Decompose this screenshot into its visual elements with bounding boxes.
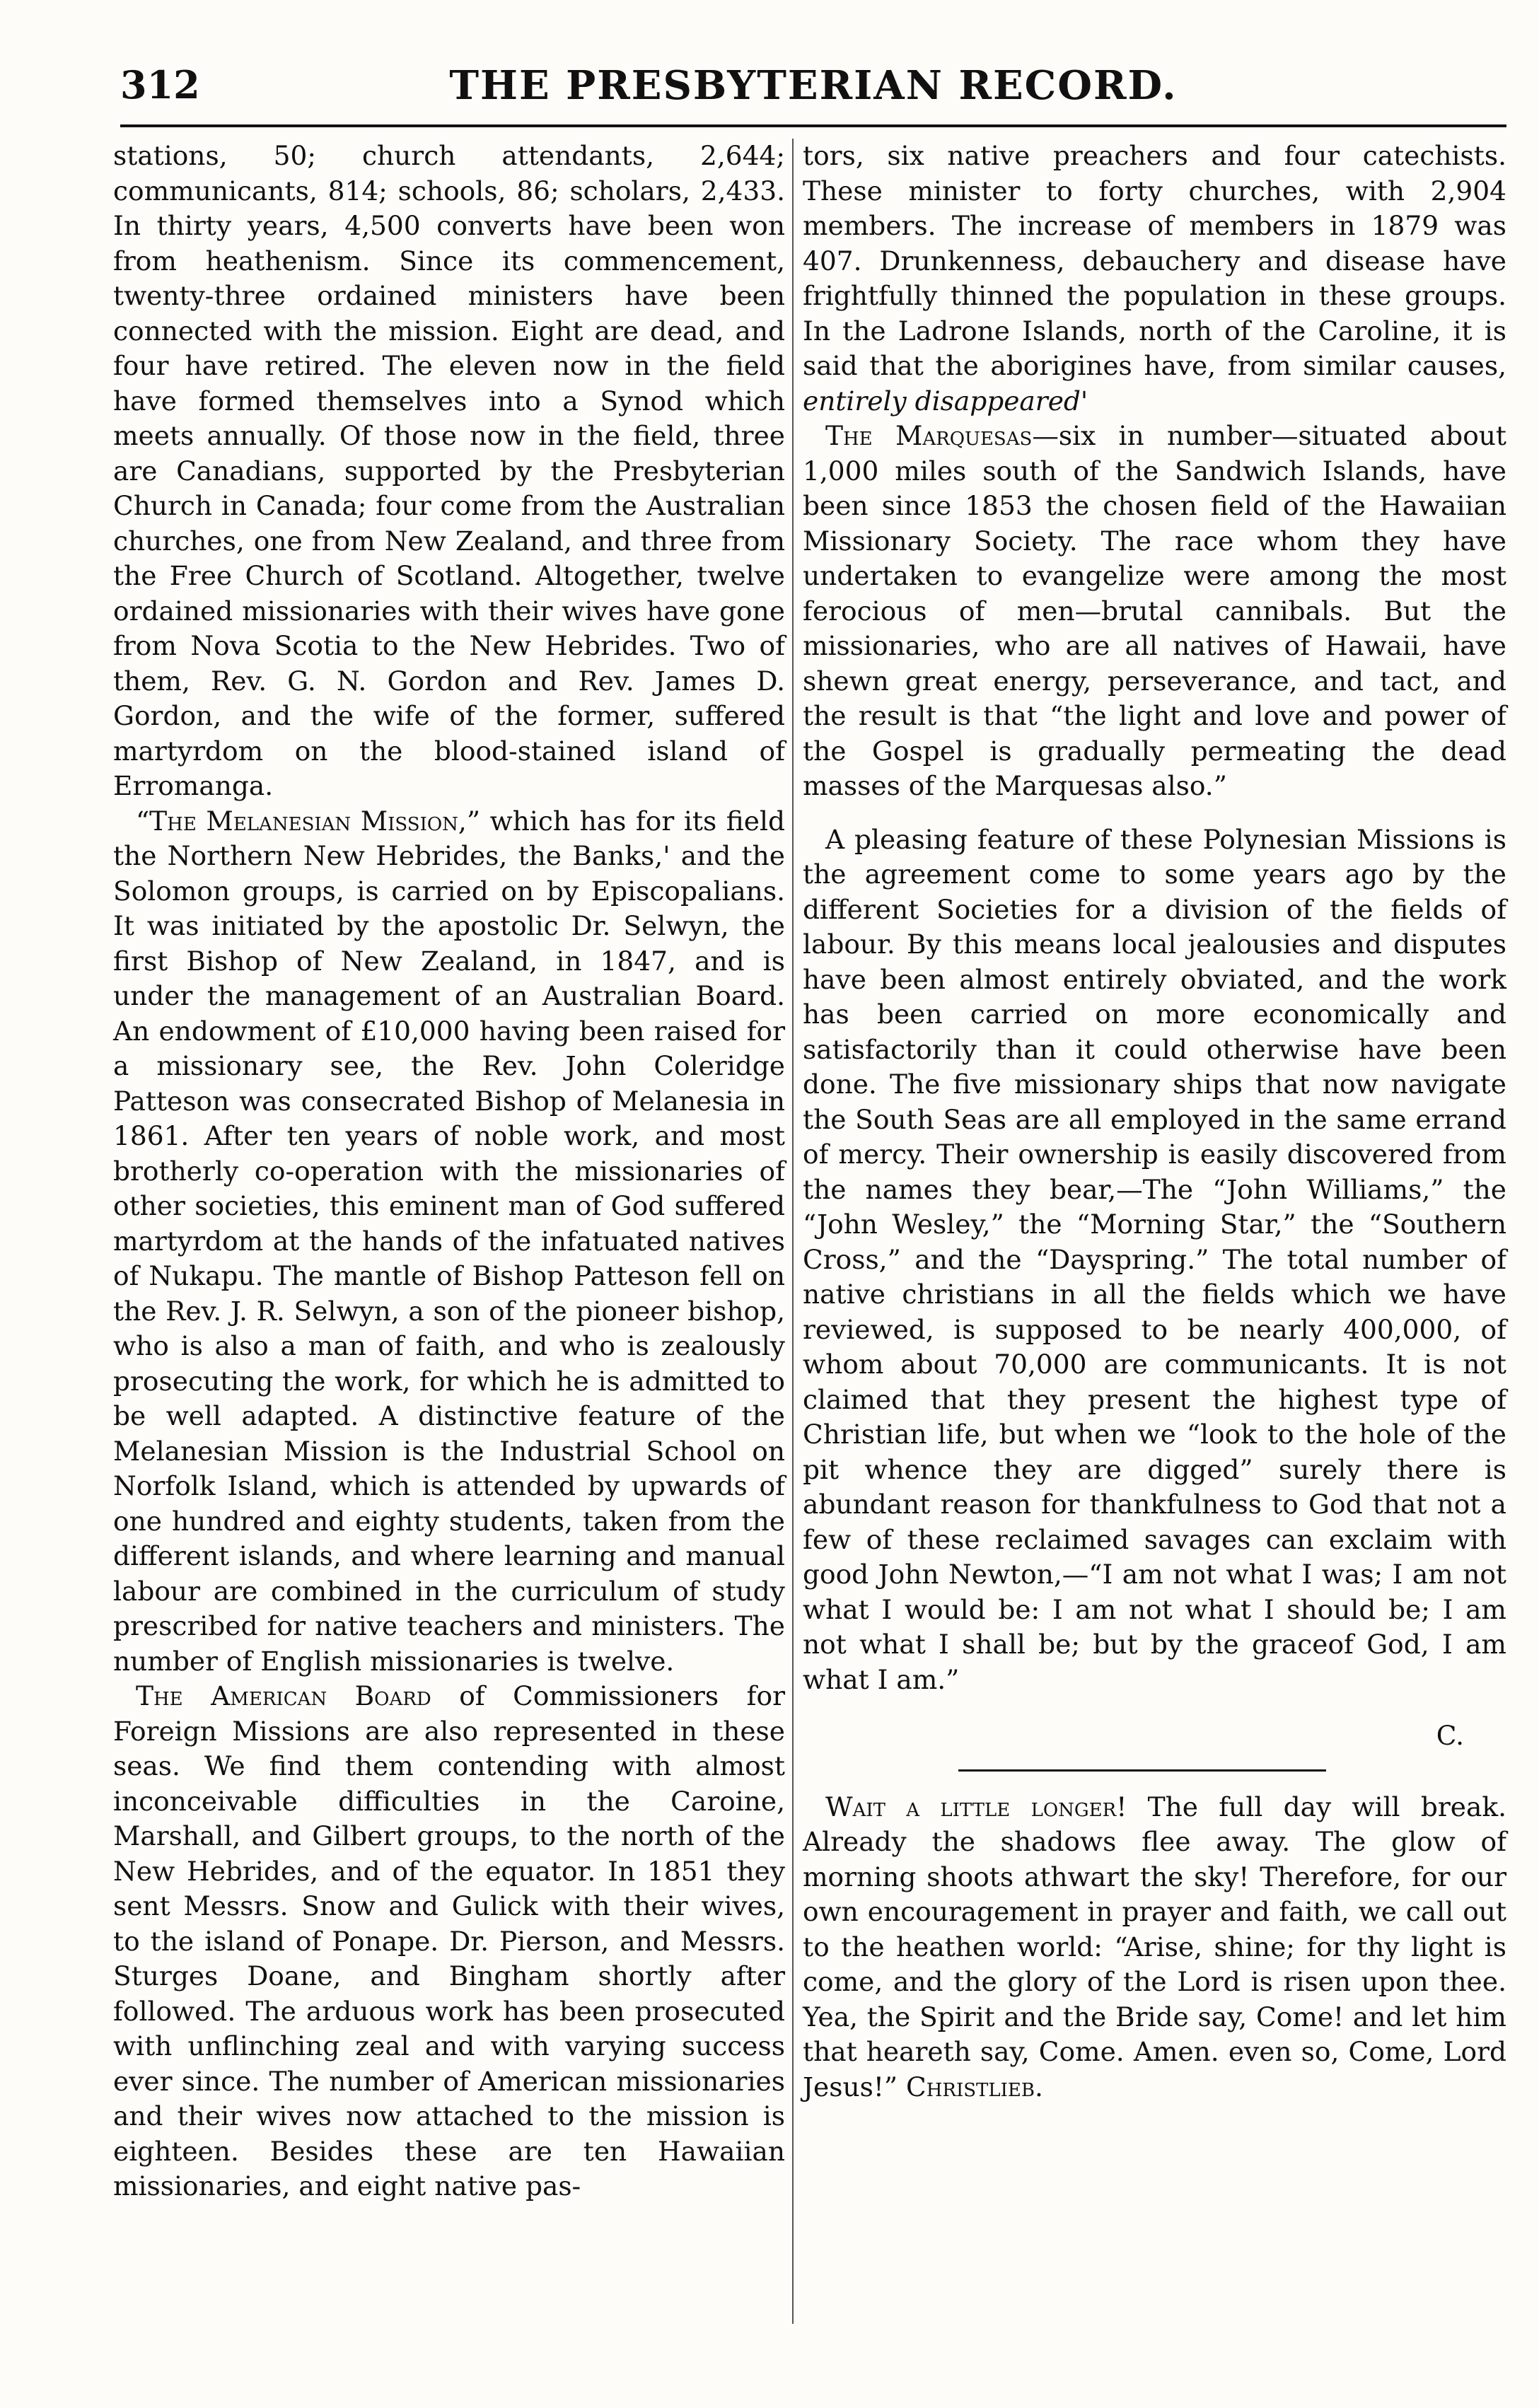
marquesas-body: —six in number—situated about 1,000 miles south of the Sandwich Islands, have been since 1853 the chosen field of the Hawaiian Missionary Society. The race whom they have undertaken to evangelize were among the most ferocious of men—brutal cannibals. But the missionaries, who are all natives of Hawaii, have shewn great energy, perseverance, and tact, and the result is that “the light and love and power of the Gospel is gradually permeating the dead masses of the Marquesas also.” — [803, 420, 1506, 801]
paragraph-american-board — [113, 1679, 785, 2204]
caroline-italic: entirely disappeared' — [803, 385, 1088, 417]
paragraph-new-hebrides-stats: stations, 50; church attendants, 2,644; communicants, 814; schools, 86; scholars, 2,433. In thirty years, 4,500 converts have been won from heathenism. Since its commencement, twenty-three ordained ministers have been connected with the mission. Eight are dead, and four have retired. The eleven now in the field have formed themselves into a Synod which meets annually. Of those now in the field, three are Canadians, supported by the Presbyterian Church in Canada; four come from the Australian churches, one from New Zealand, and three from the Free Church of Scotland. Altogether, twelve ordained missionaries with their wives have gone from Nova Scotia to the New Hebrides. Two of them, Rev. G. N. Gordon and Rev. James D. Gordon, and the wife of the former, suffered martyrdom on the blood-stained island of Erromanga. — [113, 140, 785, 801]
paragraph-wait-a-little-longer — [803, 1790, 1506, 2105]
author-christlieb: Christlieb. — [906, 2071, 1043, 2102]
marquesas-lead: The Marquesas — [825, 420, 1033, 451]
paragraph-caroline-continued — [803, 139, 1506, 419]
american-board-body: of Commissioners for Foreign Missions are also represented in these seas. We find them contending with almost inconceivable difficulties in the Caroine, Marshall, and Gilbert groups, to the north of the New Hebrides, and of the equator. In 1851 they sent Messrs. Snow and Gulick with their wives, to the island of Ponape. Dr. Pierson, and Messrs. Sturges Doane, and Bingham shortly after followed. The arduous work has been prosecuted with unflinching zeal and with varying success ever since. The number of American missionaries and their wives now attached to the mission is eighteen. Besides these are ten Hawaiian missionaries, and eight native pas- — [113, 1680, 786, 2201]
page-number: 312 — [120, 62, 200, 107]
right-column — [803, 139, 1506, 2105]
running-title: THE PRESBYTERIAN RECORD. — [449, 62, 1178, 109]
column-divider — [792, 139, 794, 2324]
melanesian-mission-body: which has for its field the Northern New Hebrides, the Banks,' and the Solomon groups, is carried on by Episcopalians. It was initiated by the apostolic Dr. Selwyn, the first Bishop of New Zealand, in 1847, and is under the management of an Australian Board. An endowment of £10,000 having been raised for a missionary see, the Rev. John Coleridge Patteson was consecrated Bishop of Melanesia in 1861. After ten years of noble work, and most brotherly co-operation with the missionaries of other societies, this eminent man of God suffered martyrdom at the hands of the infatuated natives of Nukapu. The mantle of Bishop Patteson fell on the Rev. J. R. Selwyn, a son of the pioneer bishop, who is also a man of faith, and who is zealously prosecuting the work, for which he is admitted to be well adapted. A distinctive feature of the Melanesian Mission is the Industrial School on Norfolk Island, which is attended by upwards of one hundred and eighty students, taken from the different islands, and where learning and manual labour are combined in the curriculum of study prescribed for native teachers and ministers. The number of English missionaries is twelve. — [113, 805, 785, 1677]
signature-initial: C. — [1436, 1720, 1464, 1751]
american-board-lead: The American Board — [136, 1680, 431, 1711]
melanesian-mission-lead: “The Melanesian Mission,” — [136, 805, 481, 837]
caroline-body: tors, six native preachers and four catechists. These minister to forty churches, with 2,904 members. The increase of members in 1879 was 407. Drunkenness, debauchery and disease have frightfully thinned the population in these groups. In the Ladrone Islands, north of the Caroline, it is said that the aborigines have, from similar causes, — [803, 140, 1506, 381]
paragraph-marquesas — [803, 419, 1506, 804]
paragraph-melanesian-mission — [113, 804, 785, 1680]
left-column — [113, 139, 785, 2204]
wait-lead: Wait a little longer! — [825, 1791, 1127, 1822]
header-rule — [120, 124, 1506, 127]
page-header — [120, 62, 1506, 119]
section-separator — [958, 1769, 1326, 1772]
paragraph-pleasing-feature: A pleasing feature of these Polynesian Missions is the agreement come to some years ago by the different Societies for a division of the fields of labour. By this means local jealousies and disputes have been almost entirely obviated, and the work has been carried on more economically and satisfactorily than it could otherwise have been done. The five missionary ships that now navigate the South Seas are all employed in the same errand of mercy. Their ownership is easily discovered from the names they bear,—The “John Williams,” the “John Wesley,” the “Morning Star,” the “Southern Cross,” and the “Dayspring.” The total number of native christians in all the fields which we have reviewed, is supposed to be nearly 400,000, of whom about 70,000 are communicants. It is not claimed that they present the highest type of Christian life, but when we “look to the hole of the pit whence they are digged” surely there is abundant reason for thankfulness to God that not a few of these reclaimed savages can exclaim with good John Newton,—“I am not what I was; I am not what I would be: I am not what I should be; I am not what I shall be; but by the graceof God, I am what I am.” — [803, 823, 1506, 1695]
wait-body: The full day will break. Already the shadows flee away. The glow of morning shoots athwart the sky! Therefore, for our own encouragement in prayer and faith, we call out to the heathen world: “Arise, shine; for thy light is come, and the glory of the Lord is risen upon thee. Yea, the Spirit and the Bride say, Come! and let him that heareth say, Come. Amen. even so, Come, Lord Jesus!” — [803, 1791, 1506, 2102]
